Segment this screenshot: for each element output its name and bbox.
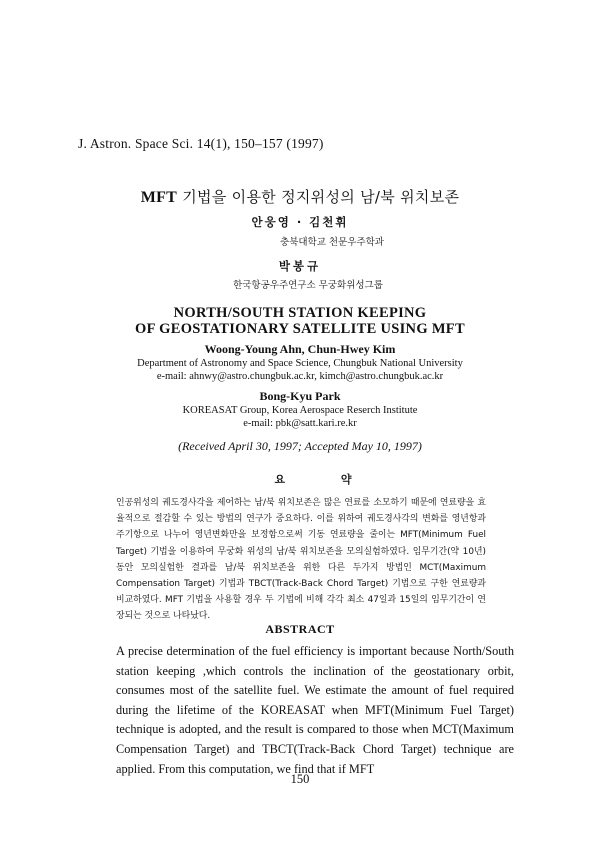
- korean-affiliation-1: 충북대학교 천문우주학과: [280, 237, 384, 248]
- english-title: [0, 305, 600, 337]
- english-abstract-heading: ABSTRACT: [265, 622, 335, 636]
- korean-affiliation-2: 한국항공우주연구소 무궁화위성그룹: [233, 280, 383, 291]
- english-affiliation-2: [0, 404, 600, 430]
- english-title-line-1: NORTH/SOUTH STATION KEEPING: [173, 305, 427, 321]
- english-affiliation-1-email: e-mail: ahnwy@astro.chungbuk.ac.kr, kimch@astro.chungbuk.ac.kr: [156, 371, 444, 382]
- english-affiliation-1: [0, 357, 600, 383]
- korean-title-prefix: MFT: [140, 189, 178, 206]
- korean-abstract-body: 인공위성의 궤도경사각을 제어하는 남/북 위치보존은 많은 연료를 소모하기 때문에 연료량을 효율적으로 절감할 수 있는 방법의 연구가 중요하다. 이를 위하여 궤도경사각의 변화를 영년항과 주기항으로 나누어 영년변화만을 보정함으로써 기동 연료량을 줄이는 MFT(Minimum Fuel Target) 기법을 이용하여 무궁화 위성의 남/북 위치보존을 모의실험하였다. 임무기간(약 10년)동안 모의실험한 결과를 남/북 위치보존을 위한 다른 두가지 방법인 MCT(Maximum Compensation Target) 기법과 TBCT(Track-Back Chord Target) 기법으로 구한 연료량과 비교하였다. MFT 기법을 사용할 경우 두 기법에 비해 각각 최소 47일과 15일의 임무기간이 연장되는 것으로 나타났다.: [116, 498, 486, 622]
- english-title-line-2: OF GEOSTATIONARY SATELLITE USING MFT: [135, 321, 465, 337]
- english-affiliation-1-dept: Department of Astronomy and Space Science, Chungbuk National University: [137, 358, 463, 369]
- english-abstract-body: A precise determination of the fuel efficiency is important because North/South station keeping ,which controls the inclination of the geostationary orbit, consumes most of the satellite fuel. We estimate the amount of fuel required during the lifetime of the KOREASAT when MFT(Minimum Fuel Target) technique is adopted, and the result is compared to those when MCT(Maximum Compensation Target) and TBCT(Track-Back Chord Target) technique are applied. From this computation, we find that if MFT: [116, 644, 514, 776]
- english-authors-1: Woong-Young Ahn, Chun-Hwey Kim: [204, 342, 396, 356]
- journal-citation: J. Astron. Space Sci. 14(1), 150–157 (1997): [78, 136, 324, 151]
- english-affiliation-2-email: e-mail: pbk@satt.kari.re.kr: [243, 418, 357, 429]
- korean-abstract-heading: 요 약: [274, 473, 378, 486]
- english-affiliation-2-dept: KOREASAT Group, Korea Aerospace Reserch Institute: [182, 405, 418, 416]
- page-number: 150: [290, 772, 310, 786]
- korean-title-rest: 기법을 이용한 정지위성의 남/북 위치보존: [177, 188, 460, 206]
- korean-authors-1: 안웅영 · 김천휘: [251, 215, 349, 229]
- korean-authors-2: 박봉규: [278, 259, 322, 273]
- english-authors-2: Bong-Kyu Park: [259, 389, 341, 403]
- korean-title: [0, 186, 600, 207]
- received-dates: (Received April 30, 1997; Accepted May 10, 1997): [178, 439, 422, 453]
